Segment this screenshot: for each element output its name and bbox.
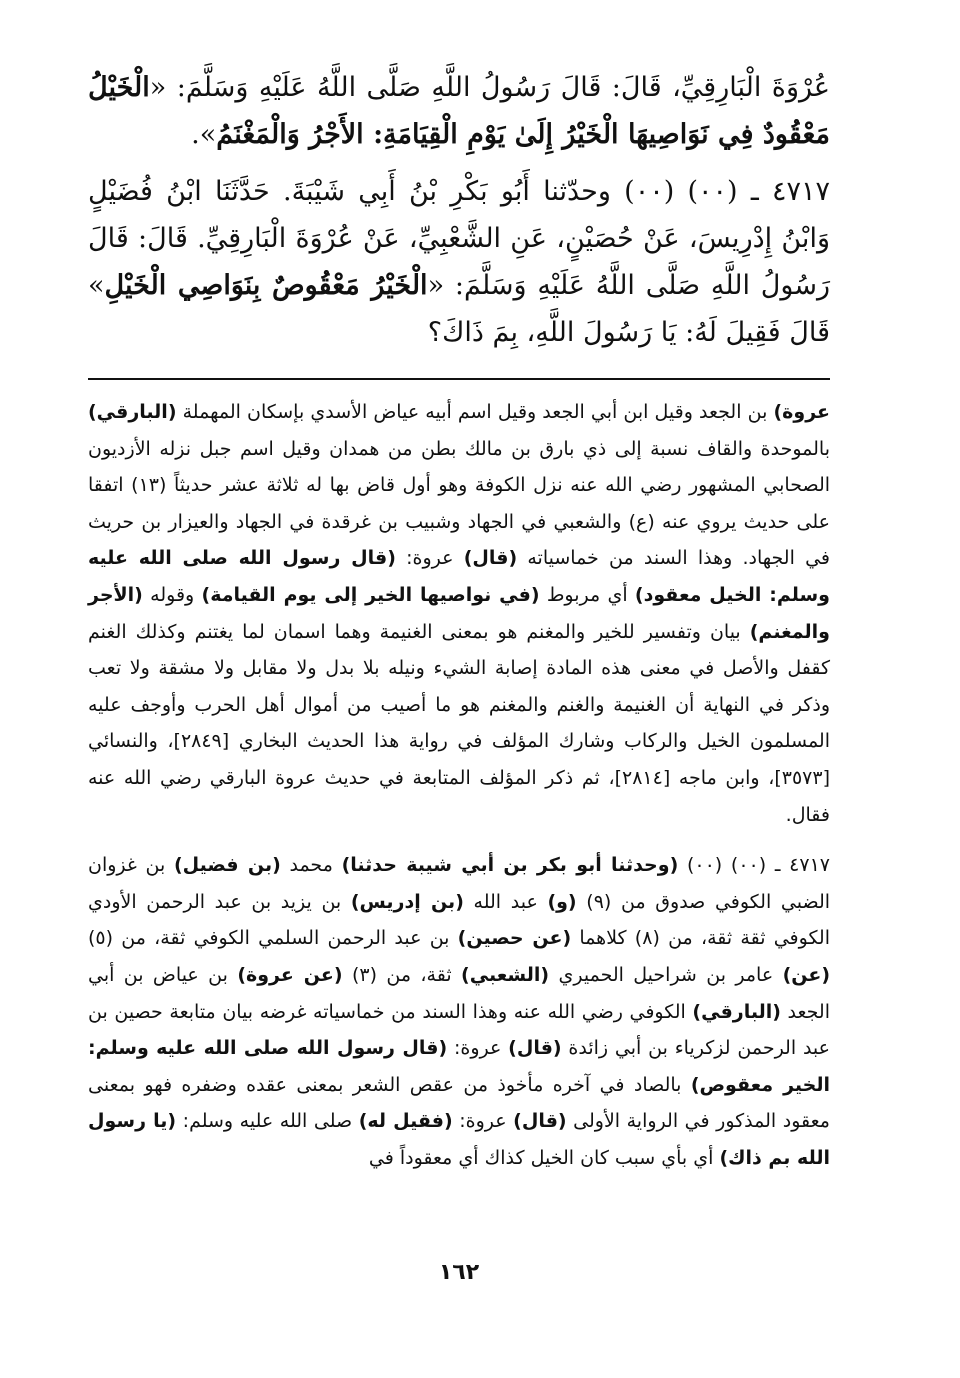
bold-text-segment: (البارقي) [88,401,177,423]
bold-text-segment: (وحدثنا أبو بكر بن أبي شيبة حدثنا) [341,854,679,877]
bold-text-segment: (بن فضيل) [174,854,281,877]
bold-text-segment: الْخَيْرُ مَعْقُوصٌ بِنَوَاصِي الْخَيْلِ [104,270,428,301]
bold-text-segment: (الشعبي) [461,963,550,986]
bold-text-segment: (يا رسول الله بم ذاك) [88,1110,830,1169]
text-segment: بن الجعد وقيل ابن أبي الجعد وقيل اسم أبيه عياض الأسدي بإسكان المهملة [176,401,774,423]
text-segment: محمد [280,854,342,877]
text-segment: ثقة، من (٣) [342,963,462,986]
hadith-text-paragraph-1 [88,64,830,158]
bold-text-segment: (بن إدريس) [350,890,464,913]
commentary-paragraph-1 [88,394,830,833]
bold-text-segment: (فقيل له) [358,1110,453,1133]
text-segment: عامر بن شراحيل الحميري [549,963,783,986]
bold-text-segment: (الأجر والمغنم) [88,583,830,643]
text-segment: بيان وتفسير للخير والمغنم هو بمعنى الغنيمة وهما اسمان لما يغتنم وكذلك الغنم كقفل والأصل في معنى هذه المادة إصابة الشيء ونيله بلا بدل ولا مقابل ولا مشقة ولا تعب وذكر في النهاية أن الغنيمة والغنم والمغنم هو ما أصيب من أموال أهل الحرب وأوجف عليه المسلمون الخيل والركاب وشارك المؤلف في رواية هذا الحديث البخاري [٢٨٤٩]، والنسائي [٣٥٧٣]، وابن ماجه [٢٨١٤]، ثم ذكر المؤلف المتابعة في حديث عروة البارقي رضي الله عنه فقال. [88,620,830,826]
bold-text-segment: (في نواصيها الخير إلى يوم القيامة) [201,583,540,606]
bold-text-segment: (عن حصين) [457,927,572,950]
text-segment: ». [191,119,217,150]
bold-text-segment: (قال رسول الله صلى الله عليه وسلم: الخيل معقود) [88,547,830,606]
bold-text-segment: (قال) [463,547,518,570]
page-number: ١٦٢ [438,1260,480,1285]
bold-text-segment: عروة) [773,401,830,423]
bold-text-segment: (قال رسول الله صلى الله عليه وسلم: الخير معقوص) [88,1037,830,1096]
text-segment: عبد الله [463,890,548,913]
text-segment: عروة: [452,1110,514,1133]
bold-text-segment: الْخَيْلُ مَعْقُودٌ فِي نَوَاصِيهَا الْخَيْرُ إِلَىٰ يَوْمِ الْقِيَامَةِ: الأَجْرُ وَالْمَغْنَمُ [88,72,830,150]
text-segment: بالصاد في آخره مأخوذ من عقص الشعر بمعنى عقده وضفره فهو بمعنى معقود المذكور في الرواية الأولى [88,1073,830,1133]
text-segment: » قَالَ فَقِيلَ لَهُ: يَا رَسُولَ اللَّهِ، بِمَ ذَاكَ؟ [88,270,830,348]
text-segment: بن عبد الرحمن السلمي الكوفي ثقة، من (٥) [88,927,458,950]
text-segment: ٤٧١٧ ـ (٠٠) (٠٠) وحدّثنا أَبُو بَكْرِ بْنُ أَبِي شَيْبَةَ. حَدَّثَنَا ابْنُ فُضَيْلٍ وَابْنُ إِدْرِيسَ، عَنْ حُصَيْنٍ، عَنِ الشَّعْبِيِّ، عَنْ عُرْوَةَ الْبَارِقِيِّ. قَالَ: قَالَ رَسُولُ اللَّهِ صَلَّى اللَّهُ عَلَيْهِ وَسَلَّمَ: « [88,176,831,301]
text-segment: عروة: [447,1037,509,1060]
text-segment: عُرْوَةَ الْبَارِقِيِّ، قَالَ: قَالَ رَسُولُ اللَّهِ صَلَّى اللَّهُ عَلَيْهِ وَسَلَّمَ: « [149,72,830,103]
bold-text-segment: (عن) [782,963,831,986]
commentary-paragraph-2 [88,847,830,1176]
text-segment: بن عياض بن أبي الجعد [88,963,831,1023]
text-segment: ٤٧١٧ ـ (٠٠) (٠٠) [678,854,830,877]
bold-text-segment: (قال) [508,1037,562,1060]
bold-text-segment: (قال) [513,1110,567,1133]
book-page [88,64,830,1344]
text-segment: عروة: [395,547,464,570]
footnote-divider [88,378,830,380]
text-segment: وقوله [142,583,202,606]
bold-text-segment: (البارقي) [692,1000,781,1023]
text-segment: بن غزوان الضبي الكوفي صدوق من (٩) [88,854,831,913]
hadith-text-paragraph-2 [88,168,830,356]
text-segment: صلى الله عليه وسلم: [176,1110,359,1133]
text-segment: الكوفي رضي الله عنه وهذا السند من خماسياته غرضه بيان متابعة حصين بن عبد الرحمن لزكرياء بن أبي زائدة [88,1000,830,1060]
text-segment: أي مربوط [539,583,635,606]
text-segment: بن يزيد بن عبد الرحمن الأودي الكوفي ثقة ثقة، من (٨) كلاهما [88,890,831,950]
bold-text-segment: (عن عروة) [237,963,343,986]
bold-text-segment: (و) [547,890,577,913]
text-segment: أي بأي سبب كان الخيل كذاك أي معقوداً في [368,1146,720,1169]
text-segment: بالموحدة والقاف نسبة إلى ذي بارق بن مالك بطن من همدان وقيل اسم جبل نزله الأزديون الصحابي المشهور رضي الله عنه نزل الكوفة وهو أول قاض بها له ثلاثة عشر حديثاً (١٣) اتفقا على حديث يروي عنه (ع) والشعبي في الجهاد وشبيب بن غرقدة في الجهاد والعيزار بن حريث في الجهاد. وهذا السند من خماسياته [88,437,831,570]
